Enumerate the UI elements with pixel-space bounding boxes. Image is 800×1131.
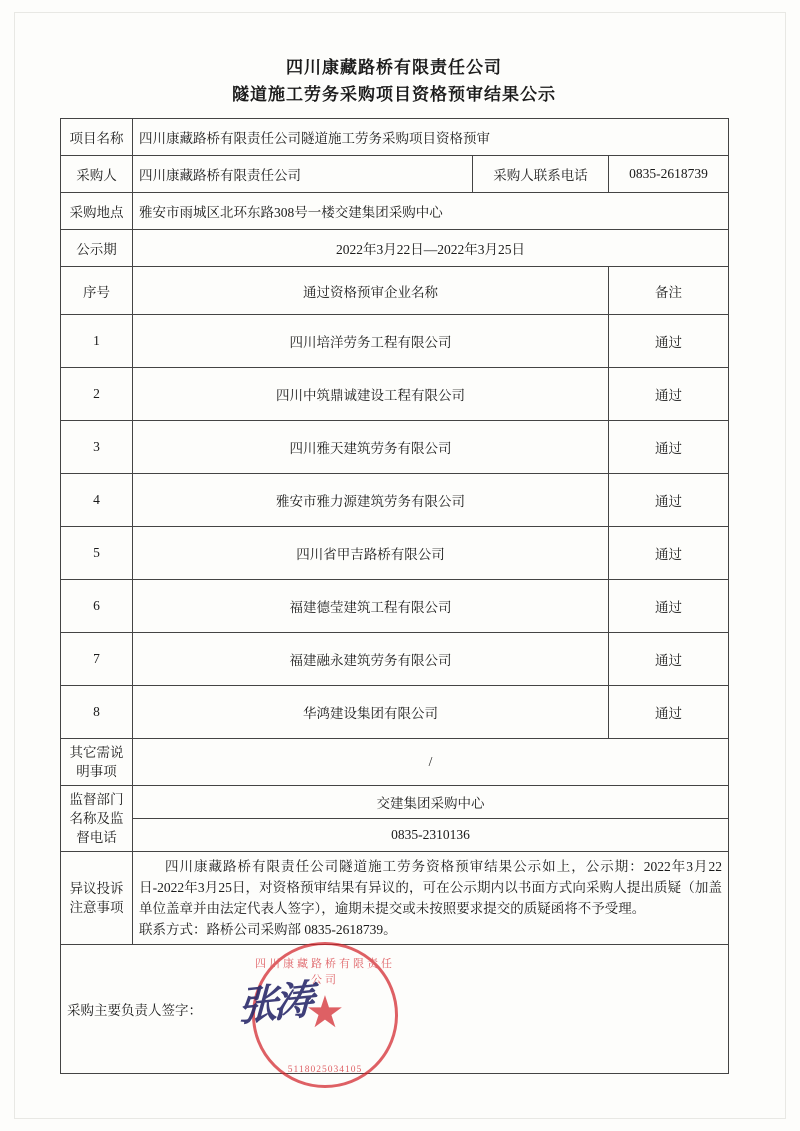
row-remark: 通过 <box>609 527 729 580</box>
row-objection <box>61 852 729 945</box>
row-publicity-period <box>61 230 729 267</box>
row-remark: 通过 <box>609 421 729 474</box>
title-line-1: 四川康藏路桥有限责任公司 <box>286 58 502 77</box>
row-remark: 通过 <box>609 368 729 421</box>
row-remark: 通过 <box>609 686 729 739</box>
purchaser-label: 采购人 <box>61 156 133 193</box>
publicity-table <box>60 118 729 1074</box>
seal-star-icon: ★ <box>305 988 345 1038</box>
row-project-name <box>61 119 729 156</box>
project-name-label: 项目名称 <box>61 119 133 156</box>
objection-label: 异议投诉注意事项 <box>61 852 133 945</box>
row-purchaser <box>61 156 729 193</box>
row-location <box>61 193 729 230</box>
objection-paragraph-1: 四川康藏路桥有限责任公司隧道施工劳务资格预审结果公示如上，公示期：2022年3月22日-2022年3月25日，对资格预审结果有异议的，可在公示期内以书面方式向采购人提出质疑（加盖单位盖章并由法定代表人签字），逾期未提交或未按照要求提交的质疑函将不予受理。 <box>139 859 723 916</box>
row-company: 四川培洋劳务工程有限公司 <box>133 315 609 368</box>
row-index: 6 <box>61 580 133 633</box>
supervision-label: 监督部门名称及监督电话 <box>61 786 133 852</box>
row-remark: 通过 <box>609 474 729 527</box>
publicity-period-label: 公示期 <box>61 230 133 267</box>
row-index: 4 <box>61 474 133 527</box>
row-index: 8 <box>61 686 133 739</box>
header-company: 通过资格预审企业名称 <box>133 267 609 315</box>
seal-top-text: 四川康藏路桥有限责任公司 <box>255 958 395 986</box>
location-label: 采购地点 <box>61 193 133 230</box>
purchaser-phone-value: 0835-2618739 <box>609 156 729 193</box>
objection-paragraph-2: 联系方式：路桥公司采购部 0835-2618739。 <box>139 922 397 937</box>
row-index: 1 <box>61 315 133 368</box>
location-value: 雅安市雨城区北环东路308号一楼交建集团采购中心 <box>133 193 729 230</box>
row-remark: 通过 <box>609 315 729 368</box>
table-row <box>61 368 729 421</box>
row-company: 福建融永建筑劳务有限公司 <box>133 633 609 686</box>
other-notes-value: / <box>133 739 729 786</box>
purchaser-value: 四川康藏路桥有限责任公司 <box>133 156 473 193</box>
row-supervision-phone <box>61 819 729 852</box>
header-index: 序号 <box>61 267 133 315</box>
row-other-notes <box>61 739 729 786</box>
publicity-period-value: 2022年3月22日—2022年3月25日 <box>133 230 729 267</box>
row-remark: 通过 <box>609 580 729 633</box>
table-row <box>61 580 729 633</box>
row-remark: 通过 <box>609 633 729 686</box>
signature-label: 采购主要负责人签字： <box>61 945 729 1074</box>
title-line-2: 隧道施工劳务采购项目资格预审结果公示 <box>232 85 556 104</box>
table-row <box>61 686 729 739</box>
purchaser-phone-label: 采购人联系电话 <box>473 156 609 193</box>
other-notes-label: 其它需说明事项 <box>61 739 133 786</box>
row-company: 华鸿建设集团有限公司 <box>133 686 609 739</box>
table-row <box>61 421 729 474</box>
row-index: 3 <box>61 421 133 474</box>
table-row <box>61 315 729 368</box>
row-company: 雅安市雅力源建筑劳务有限公司 <box>133 474 609 527</box>
document-title <box>60 55 728 108</box>
table-row <box>61 474 729 527</box>
row-company: 四川中筑鼎诚建设工程有限公司 <box>133 368 609 421</box>
table-header-row <box>61 267 729 315</box>
header-remark: 备注 <box>609 267 729 315</box>
row-supervision-dept <box>61 786 729 819</box>
row-index: 7 <box>61 633 133 686</box>
supervision-phone-value: 0835-2310136 <box>133 819 729 852</box>
row-index: 2 <box>61 368 133 421</box>
seal-bottom-text: 5118025034105 <box>287 1065 363 1075</box>
table-row <box>61 527 729 580</box>
document-body <box>60 55 728 1074</box>
row-index: 5 <box>61 527 133 580</box>
row-company: 四川省甲吉路桥有限公司 <box>133 527 609 580</box>
row-company: 福建德莹建筑工程有限公司 <box>133 580 609 633</box>
handwritten-signature: 张涛 <box>237 977 311 1030</box>
objection-text <box>133 852 729 945</box>
table-row <box>61 633 729 686</box>
row-signature <box>61 945 729 1074</box>
project-name-value: 四川康藏路桥有限责任公司隧道施工劳务采购项目资格预审 <box>133 119 729 156</box>
supervision-dept-value: 交建集团采购中心 <box>133 786 729 819</box>
row-company: 四川雅天建筑劳务有限公司 <box>133 421 609 474</box>
